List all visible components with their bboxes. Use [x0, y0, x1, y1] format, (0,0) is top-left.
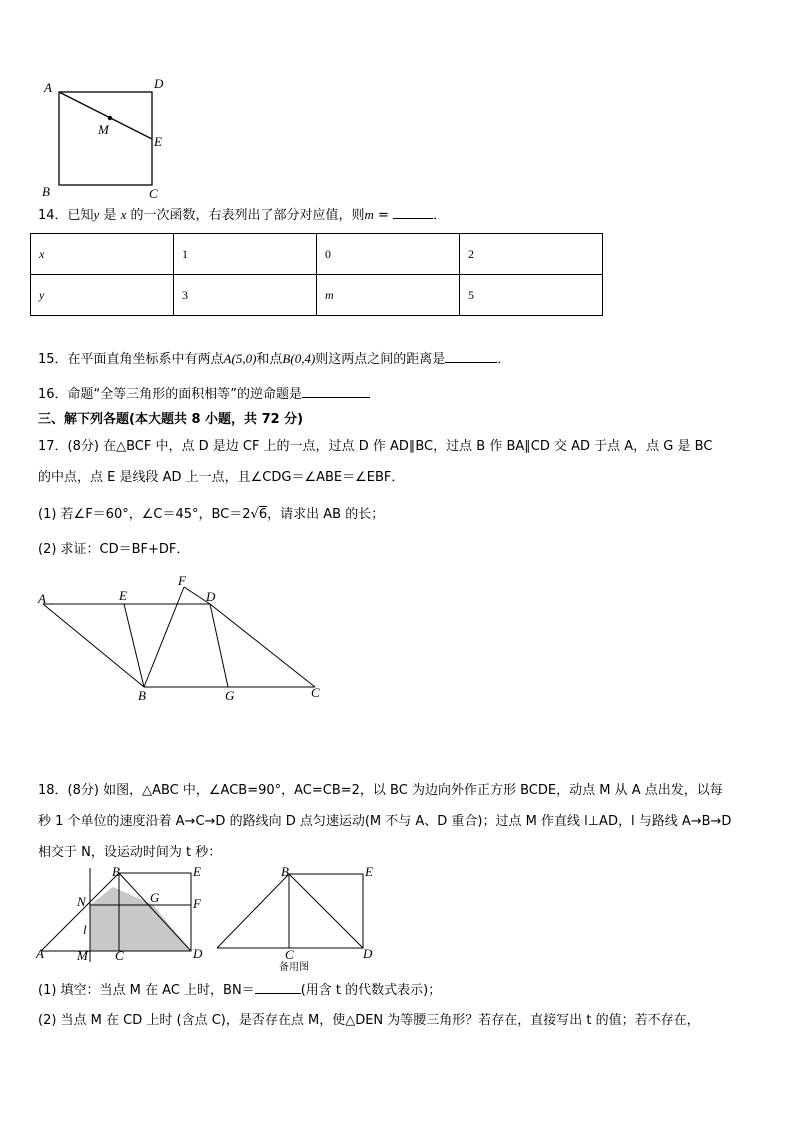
label-M: M — [77, 948, 88, 963]
q16-answer-blank — [302, 385, 370, 398]
q17-line1: 17．(8分) 在△BCF 中，点 D 是边 CF 上的一点，过点 D 作 AD∥BC，过点 B 作 BA∥CD 交 AD 于点 A，点 G 是 BC — [38, 439, 713, 454]
label-F: F — [193, 896, 201, 911]
q18-figure-2 — [215, 862, 375, 974]
q17-figure — [30, 570, 340, 705]
label-A: A — [44, 80, 52, 95]
q17-part2: (2) 求证：CD＝BF+DF． — [38, 542, 190, 557]
table-cell: 2 — [460, 234, 603, 275]
label-E: E — [119, 588, 127, 603]
section-heading: 三、解下列各题(本大题共 8 小题，共 72 分) — [38, 412, 304, 427]
q13-figure — [30, 72, 180, 202]
label-N: N — [77, 894, 86, 909]
q15-stem: 15．在平面直角坐标系中有两点A(5,0)和点B(0,4)则这两点之间的距离是 ． — [38, 351, 511, 367]
label-B: B — [281, 864, 289, 879]
q18-part1: (1) 填空：当点 M 在 AC 上时，BN＝ (用含 t 的代数式表示)； — [38, 983, 442, 998]
table-row — [31, 275, 603, 316]
label-l: l — [83, 922, 87, 937]
label-C: C — [311, 685, 320, 700]
q18-line1: 18．(8分) 如图，△ABC 中，∠ACB=90°，AC=CB=2，以 BC 为边向外作正方形 BCDE，动点 M 从 A 点出发，以每 — [38, 783, 723, 798]
label-C: C — [115, 948, 124, 963]
table-cell: 5 — [460, 275, 603, 316]
label-D: D — [154, 76, 164, 91]
label-E: E — [154, 134, 162, 149]
q14-stem: 14．已知y 是 x 的一次函数，右表列出了部分对应值，则m = ． — [38, 207, 447, 223]
label-D: D — [193, 946, 203, 961]
label-A: A — [36, 946, 44, 961]
table-cell: m — [317, 275, 460, 316]
sqrt-symbol: √ — [250, 507, 259, 522]
q18-figure-1 — [33, 862, 213, 966]
spare-figure-caption: 备用图 — [279, 962, 309, 973]
label-E: E — [193, 864, 201, 879]
label-D: D — [363, 946, 373, 961]
label-E: E — [365, 864, 373, 879]
label-C: C — [149, 186, 158, 201]
q15-answer-blank — [445, 350, 497, 363]
label-G: G — [225, 688, 235, 703]
label-B: B — [138, 688, 146, 703]
label-F: F — [178, 573, 186, 588]
table-cell: 3 — [174, 275, 317, 316]
table-cell: y — [31, 275, 174, 316]
table-cell: 1 — [174, 234, 317, 275]
q16-stem: 16．命题“全等三角形的面积相等”的逆命题是 — [38, 385, 370, 404]
q18-part2: (2) 当点 M 在 CD 上时 (含点 C)，是否存在点 M，使△DEN 为等腰三角形？若存在，直接写出 t 的值；若不存在， — [38, 1013, 700, 1028]
table-cell: 0 — [317, 234, 460, 275]
q14-answer-blank — [393, 206, 433, 219]
label-B: B — [112, 864, 120, 879]
q18-line2: 秒 1 个单位的速度沿着 A→C→D 的路线向 D 点匀速运动(M 不与 A、D 重合)；过点 M 作直线 l⊥AD，l 与路线 A→B→D — [38, 814, 732, 829]
table-cell: x — [31, 234, 174, 275]
label-D: D — [206, 589, 216, 604]
label-B: B — [42, 184, 50, 199]
q17-part1: (1) 若∠F＝60°，∠C＝45°，BC＝2√6，请求出 AB 的长； — [38, 507, 385, 522]
label-C: C — [285, 947, 294, 962]
label-A: A — [38, 591, 46, 606]
q18-line3: 相交于 N，设运动时间为 t 秒： — [38, 845, 222, 860]
table-row — [31, 234, 603, 275]
q18-answer-blank — [255, 981, 301, 994]
q17-line2: 的中点，点 E 是线段 AD 上一点，且∠CDG＝∠ABE＝∠EBF． — [38, 470, 405, 485]
label-G: G — [150, 890, 160, 905]
q14-value-table — [30, 233, 603, 316]
label-M: M — [98, 122, 109, 137]
